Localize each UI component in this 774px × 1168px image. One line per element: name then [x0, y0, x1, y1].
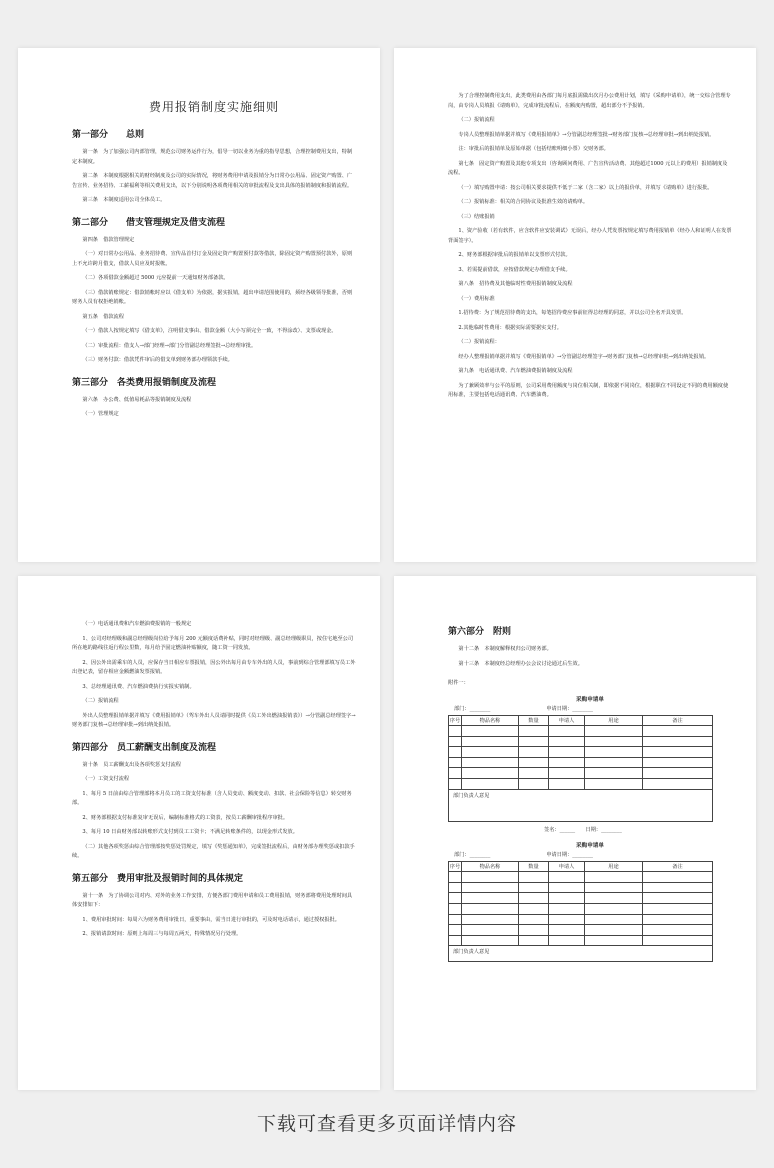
- table-row: [449, 893, 713, 904]
- signature-row: [449, 789, 713, 821]
- paragraph: 第二条 本制度根据相关的财经制度及公司的实际情况，将财务费用申请及报销分为日常办公用品、固定资产购置、广告宣传、业务招待、工薪福利等相关费用支出，以下分别说明各项费用相关的审批流程及支出具体的报销制度和报销流程。: [72, 173, 353, 189]
- table-cell: [462, 779, 519, 790]
- table-cell: [462, 872, 519, 883]
- table-cell: [643, 904, 713, 915]
- table-cell: [462, 747, 519, 758]
- paragraph: 专岗人员整理报销单据并填写《费用报销单》→分管副总经理签批→财务部门复核→总经理审批→到出纳处报销。: [458, 131, 715, 138]
- table-cell: [643, 882, 713, 893]
- table-cell: [519, 935, 549, 946]
- table-cell: [449, 779, 462, 790]
- table-cell: [643, 935, 713, 946]
- table-cell: [585, 736, 643, 747]
- table-header-row: [449, 861, 713, 872]
- table-cell: [519, 768, 549, 779]
- table-cell: [585, 779, 643, 790]
- table-cell: [449, 935, 462, 946]
- table-cell: [585, 935, 643, 946]
- paragraph: 注：审批后的报销单及原始单据（包括结账明细小票）交财务部。: [458, 146, 609, 152]
- table-cell: [549, 872, 585, 883]
- paragraph: 第五条 借款流程: [82, 313, 124, 320]
- table-row: [449, 904, 713, 915]
- table-cell: [585, 925, 643, 936]
- paragraph: 为了兼顾效率与公平的原则，公司采用费用额度与岗位相关制，即依据不同岗位，根据职位不同设定不同的费用额度使用标准，主要包括电话通讯费、汽车燃油费。: [448, 382, 729, 398]
- table-cell: [643, 757, 713, 768]
- table-row: [449, 768, 713, 779]
- table-cell: [643, 872, 713, 883]
- table-cell: [549, 747, 585, 758]
- table-cell: [519, 726, 549, 737]
- table-row: [449, 736, 713, 747]
- table-cell: [549, 757, 585, 768]
- paragraph: （一）对日常办公用品、业务招待费、宣传品首付订金及固定资产购置预付款等借款，除固定资产购置预付款外，原则上不允许跨月借支，借款人员应及时报帐。: [72, 251, 353, 267]
- table-cell: [449, 726, 462, 737]
- paragraph: 3、总经理通讯费、汽车燃油费执行实报实销制。: [82, 683, 195, 690]
- page-content: [72, 620, 356, 940]
- document-page-1: [18, 48, 380, 562]
- table-cell: [519, 757, 549, 768]
- table-cell: [549, 904, 585, 915]
- purchase-form-1: [448, 695, 732, 833]
- signature-line: 签名：______ 日期：________: [544, 826, 622, 833]
- paragraph: （二）其他各项奖惩由综合管理部按奖惩处罚规定，填写《奖惩通知单》，完成签批流程后，由财务部办理奖惩或扣款手续。: [72, 843, 355, 859]
- paragraph: （一）电话通讯费和汽车燃油费报销的一般规定: [82, 621, 192, 627]
- document-title: 费用报销制度实施细则: [148, 100, 279, 114]
- table-cell: [449, 736, 462, 747]
- column-header: 用途: [585, 861, 643, 872]
- table-row: [449, 882, 713, 893]
- dept-field: 部门：________: [454, 851, 491, 858]
- table-cell: [585, 872, 643, 883]
- table-cell: [643, 726, 713, 737]
- table-cell: [585, 726, 643, 737]
- paragraph: 第十条 员工薪酬支出及各项奖惩支付流程: [82, 761, 181, 768]
- paragraph: 经办人整理报销单据并填写《费用报销单》→分管副总经理签字→财务部门复核→总经理审批→到出纳处报销。: [458, 353, 710, 360]
- paragraph: 外出人员整理报销单据并填写《费用报销单》（驾车外出人员请同时提供《员工外出燃油报销表》）→分管副总经理签字→财务部门复核→总经理审批→到出纳处报销。: [72, 712, 356, 728]
- paragraph: 第八条 招待费及其他临时性费用报销制度及流程: [458, 281, 573, 287]
- column-header: 申请人: [549, 715, 585, 726]
- paragraph: 2、财务部根据支付标准复审无误后，编制标准格式的工资表，按员工薪酬审批程序审批。: [82, 814, 289, 821]
- column-header: 序号: [449, 715, 462, 726]
- table-row: [449, 726, 713, 737]
- table-cell: [449, 893, 462, 904]
- table-cell: [519, 893, 549, 904]
- paragraph: 第六条 办公费、低值易耗品等报销制度及流程: [82, 396, 192, 403]
- paragraph: 第三条 本制度适用公司全体员工。: [82, 197, 166, 203]
- column-header: 数量: [519, 861, 549, 872]
- document-page-3: [18, 576, 380, 1090]
- table-cell: [585, 757, 643, 768]
- table-header-row: [449, 715, 713, 726]
- paragraph: 1、公司对经理级和副总经理级岗位给予每月 200 元额度话费补贴，同时对经理级、副总经理级职员，按住宅地至公司所在地的路线往返行程公里数，每月给予固定燃油补贴额度，随工资一同发放。: [72, 635, 354, 651]
- paragraph: 第一条 为了加强公司内部管理，规范公司财务运作行为，倡导一切以业务为重的指导思想，合理控制费用支出，特制定本制度。: [72, 149, 353, 165]
- section-heading: 第四部分 员工薪酬支出制度及流程: [72, 742, 217, 753]
- table-cell: [462, 914, 519, 925]
- paragraph: 1、每月 5 日前由综合管理部将本月员工的工资支付标准（含人员变动、额度变动、扣款、社会保险等信息）转交财务部。: [72, 790, 352, 806]
- column-header: 序号: [449, 861, 462, 872]
- paragraph: 第十三条 本制度经总经理办公会议讨论通过后生效。: [458, 660, 583, 667]
- table-cell: [462, 768, 519, 779]
- table-cell: [462, 904, 519, 915]
- table-cell: [585, 882, 643, 893]
- table-row: [449, 757, 713, 768]
- table-row: [449, 935, 713, 946]
- table-cell: [449, 872, 462, 883]
- table-cell: [643, 893, 713, 904]
- table-cell: [449, 914, 462, 925]
- table-cell: [549, 935, 585, 946]
- table-cell: [643, 736, 713, 747]
- section-heading: 第二部分 借支管理规定及借支流程: [72, 217, 226, 228]
- paragraph: （二）报销流程: [458, 117, 495, 123]
- paragraph: （二）报销流程：: [458, 339, 500, 345]
- table-cell: [585, 893, 643, 904]
- table-cell: [519, 736, 549, 747]
- table-cell: [519, 904, 549, 915]
- paragraph: 第七条 固定资产购置及其他专项支出（咨询顾问费用、广告宣传活动费、其他超过1000 元以上的费用）报销制度及流程。: [448, 160, 728, 176]
- paragraph: （一）工资支付流程: [82, 776, 130, 782]
- form-title: 采购申请单: [576, 842, 604, 849]
- table-cell: [549, 925, 585, 936]
- purchase-form-2: [448, 841, 732, 963]
- paragraph: （一）管理规定: [82, 411, 119, 417]
- download-caption: 下载可查看更多页面详情内容: [256, 1113, 517, 1135]
- table-row: [449, 747, 713, 758]
- dept-field: 部门：________: [454, 705, 491, 712]
- table-cell: [519, 872, 549, 883]
- section-heading: 第五部分 费用审批及报销时间的具体规定: [72, 873, 244, 884]
- table-cell: [643, 747, 713, 758]
- paragraph: 1.招待费：为了规范招待费的支出，每笔招待费应事前征得总经理的同意，并以公司全名开具发票。: [458, 310, 687, 316]
- paragraph: 2.其他临时性费用：根据实际需要据实支付。: [458, 324, 562, 331]
- paragraph: 为了合理控制费用支出，此类费用由各部门每月底报需做出次月办公费用计划，填写《采购申请单》，统一交综合管理专岗，由专岗人员填报《请购单》，完成审批流程后，在额度内购置，超出部分不予报销。: [448, 93, 731, 109]
- paragraph: （二）报销流程: [82, 698, 119, 704]
- purchase-table: [448, 715, 713, 822]
- table-cell: [519, 925, 549, 936]
- table-cell: [585, 747, 643, 758]
- paragraph: 2、报销请款时间：原则上每周三与每周五两天，特殊情况另行处理。: [82, 931, 242, 937]
- table-cell: [462, 925, 519, 936]
- paragraph: 2、因公外出需乘车的人员，应保存当日相应车票报销，因公外出每月由专车外出的人员，事前到综合管理部填写员工外出登记表，留存相应金额燃油发票报销。: [72, 659, 356, 675]
- paragraph: （二）各项借款金额超过 5000 元应提前一天通知财务部备款。: [82, 275, 229, 281]
- column-header: 备注: [643, 715, 713, 726]
- table-cell: [449, 757, 462, 768]
- table-cell: [585, 914, 643, 925]
- date-field: 申请日期：________: [546, 705, 594, 712]
- paragraph: （二）报销标准：相关的合同协议及批准生效的请购单。: [458, 199, 589, 205]
- date-field: 申请日期：________: [546, 851, 594, 858]
- document-page-4: [394, 576, 756, 1090]
- paragraph: 3、每月 10 日由财务部以转账形式支付到员工工资卡；不满足转账条件的，以现金形式发放。: [82, 829, 298, 835]
- paragraph: （三）财务付款：借款凭件审后的借支单到财务部办理领款手续。: [82, 357, 233, 363]
- purchase-table: [448, 861, 713, 963]
- page-content: [448, 92, 732, 401]
- column-header: 物品名称: [462, 861, 519, 872]
- table-cell: [449, 747, 462, 758]
- column-header: 备注: [643, 861, 713, 872]
- page-content: [72, 127, 356, 420]
- table-cell: [549, 893, 585, 904]
- table-cell: [519, 882, 549, 893]
- paragraph: 第十二条 本制度解释权归公司财务部。: [458, 646, 552, 652]
- document-page-2: [394, 48, 756, 562]
- table-cell: [519, 747, 549, 758]
- form-title: 采购申请单: [576, 696, 604, 703]
- paragraph: （三）借款销账规定：借款销帐时应以《借支单》为依据，据实报销，超出申请范围使用的，须经各级领导批准，否则财务人员有权拒绝销帐。: [72, 289, 353, 305]
- paragraph: （一）费用标准: [458, 295, 495, 302]
- table-cell: [462, 757, 519, 768]
- paragraph: 第九条 电话通讯费、汽车燃油费报销制度及流程: [458, 368, 573, 374]
- table-cell: [462, 736, 519, 747]
- column-header: 数量: [519, 715, 549, 726]
- section-heading: 第三部分 各类费用报销制度及流程: [72, 377, 217, 388]
- column-header: 物品名称: [462, 715, 519, 726]
- table-cell: [549, 779, 585, 790]
- attachment-label: 附件一：: [448, 680, 469, 686]
- signature-row: [449, 946, 713, 962]
- table-cell: [549, 768, 585, 779]
- section-heading: 第六部分 附则: [448, 627, 512, 637]
- paragraph: （二）审批流程：借支人→部门经理→部门分管副总经理签批→总经理审批。: [82, 342, 257, 349]
- column-header: 用途: [585, 715, 643, 726]
- table-cell: [549, 914, 585, 925]
- paragraph: 第四条 借款管理规定: [82, 236, 135, 243]
- table-cell: [462, 726, 519, 737]
- table-row: [449, 925, 713, 936]
- table-cell: [549, 882, 585, 893]
- signature-cell: 部门负责人意见: [449, 946, 713, 962]
- section-heading: 第一部分 总则: [72, 130, 145, 140]
- paragraph: 第十一条 为了协调公司对内、对外的业务工作安排，方便各部门费用申请和员工费用报销，财务部将费用处理时间具体安排如下：: [72, 892, 353, 908]
- table-row: [449, 872, 713, 883]
- column-header: 申请人: [549, 861, 585, 872]
- table-cell: [449, 925, 462, 936]
- paragraph: 3、若需提前借款，应按借款规定办理借支手续。: [458, 266, 571, 273]
- paragraph: （一）填写购置申请：按公司相关要求提供不低于二家（含二家）以上的报价单，并填写《请购单》进行报批。: [458, 184, 713, 191]
- paragraph: 2、财务部根据审批后的报销单以支票形式付款。: [458, 252, 571, 258]
- table-cell: [462, 882, 519, 893]
- table-cell: [449, 882, 462, 893]
- table-cell: [643, 925, 713, 936]
- table-row: [449, 779, 713, 790]
- signature-cell: 部门负责人意见: [449, 789, 713, 821]
- table-cell: [449, 768, 462, 779]
- paragraph: （三）结账报销: [458, 213, 495, 220]
- table-cell: [519, 779, 549, 790]
- paragraph: 1、资产验收（若有软件，应含软件应安装调试）无误后，经办人凭发票按规定填写费用报销单（经办人和证明人在发票背面签字）。: [448, 228, 732, 244]
- table-cell: [519, 914, 549, 925]
- paragraph: 1、费用审批时间：每周六为财务费用审批日，重要事由，需当日进行审批的，可及时电话请示，通过授权报批。: [82, 916, 340, 923]
- table-cell: [449, 904, 462, 915]
- table-row: [449, 914, 713, 925]
- table-cell: [462, 935, 519, 946]
- paragraph: （一）借款人按规定填写《借支单》，注明借支事由、借款金额（大小写须完全一致，不得涂改）、支票或现金。: [82, 328, 337, 334]
- table-cell: [462, 893, 519, 904]
- table-cell: [585, 768, 643, 779]
- table-cell: [549, 726, 585, 737]
- table-cell: [549, 736, 585, 747]
- table-cell: [643, 914, 713, 925]
- table-cell: [643, 768, 713, 779]
- table-cell: [643, 779, 713, 790]
- table-cell: [585, 904, 643, 915]
